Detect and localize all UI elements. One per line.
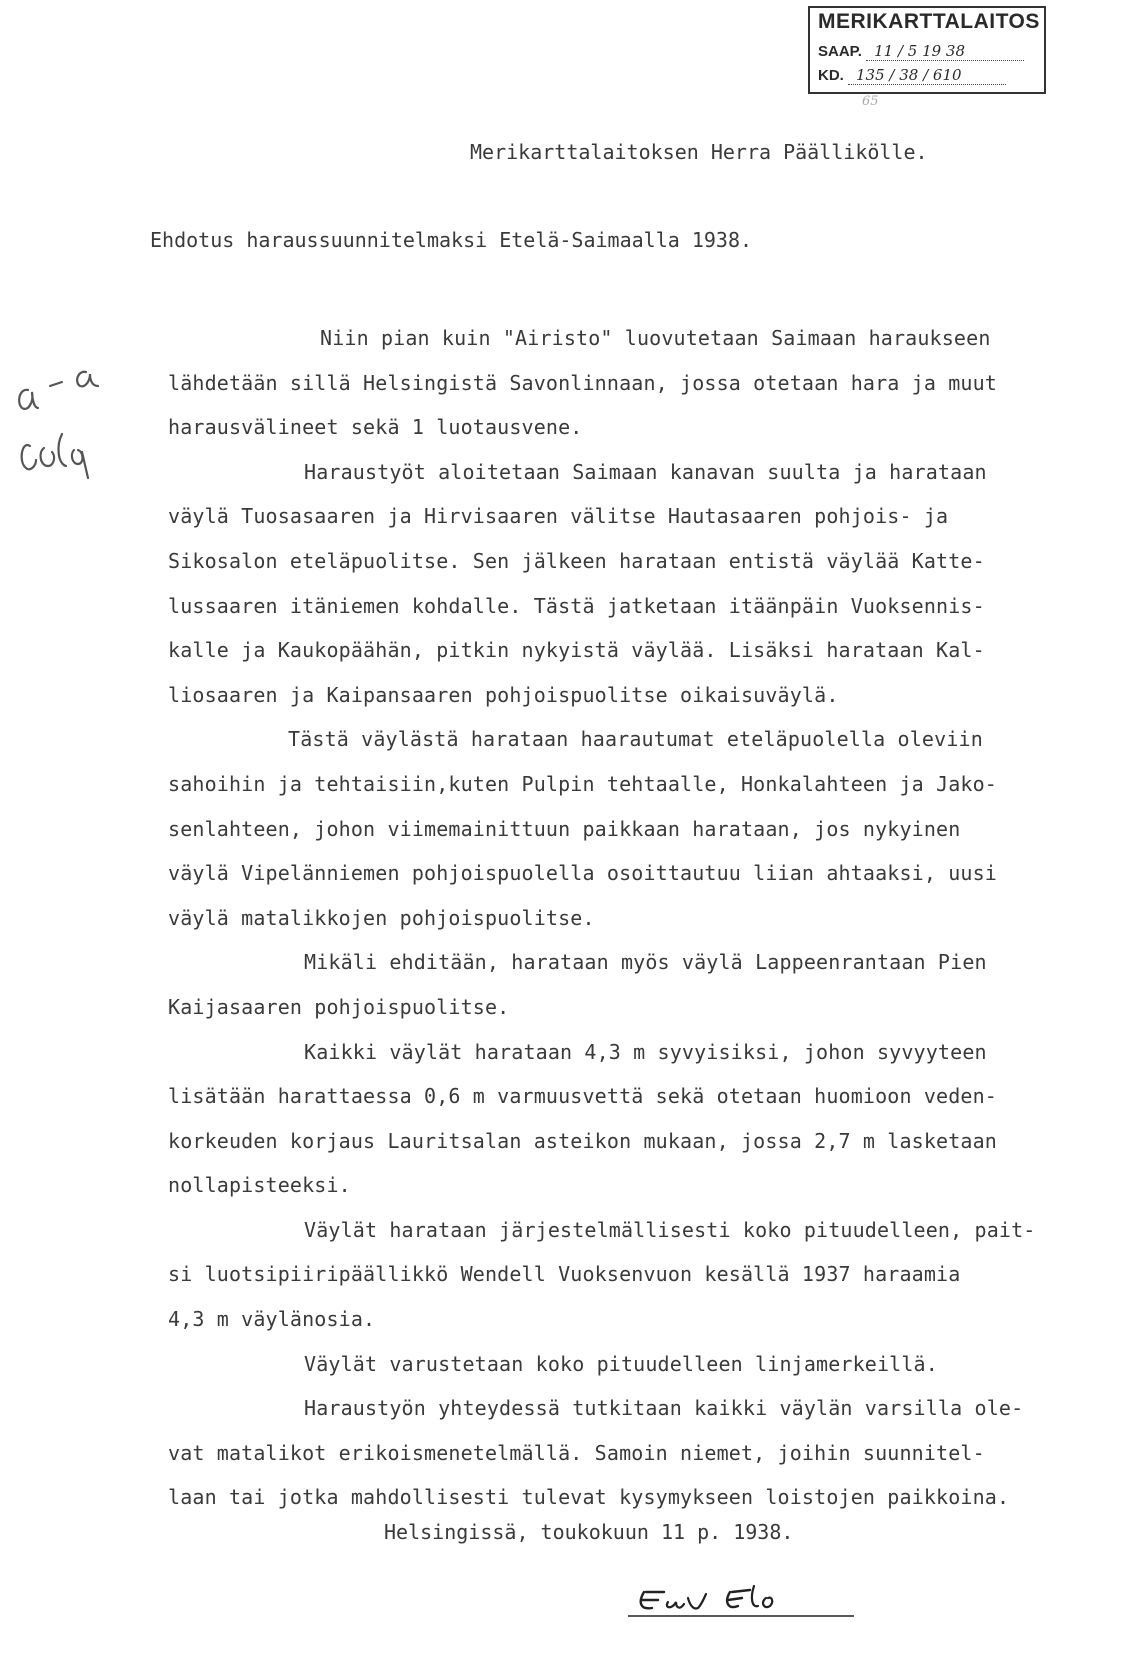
body-line: Tästä väylästä harataan haarautumat eteläpuolella oleviin xyxy=(288,727,983,752)
body-line: korkeuden korjaus Lauritsalan asteikon mukaan, jossa 2,7 m lasketaan xyxy=(168,1128,997,1153)
letter-addressee: Merikarttalaitoksen Herra Päällikölle. xyxy=(470,140,928,164)
stamp-kd-value: 135 / 38 / 610 xyxy=(848,66,1006,85)
received-stamp xyxy=(808,6,1046,94)
letter-closing: Helsingissä, toukokuun 11 p. 1938. xyxy=(384,1520,794,1544)
body-line: lussaaren itäniemen kohdalle. Tästä jatketaan itäänpäin Vuoksennis- xyxy=(168,593,985,618)
stamp-mark: 65 xyxy=(862,94,879,109)
letter-subject: Ehdotus haraussuunnitelmaksi Etelä-Saimaalla 1938. xyxy=(150,228,753,252)
stamp-kd-label: KD. xyxy=(818,67,844,84)
body-line: vat matalikot erikoismenetelmällä. Samoin niemet, joihin suunnitel- xyxy=(168,1440,985,1465)
body-line: kalle ja Kaukopäähän, pitkin nykyistä väylää. Lisäksi harataan Kal- xyxy=(168,638,985,663)
body-line: väylä matalikkojen pohjoispuolitse. xyxy=(168,905,595,930)
body-line: Väylät harataan järjestelmällisesti koko pituudelleen, pait- xyxy=(304,1217,1036,1242)
body-line: liosaaren ja Kaipansaaren pohjoispuolitse oikaisuväylä. xyxy=(168,682,839,707)
body-line: harausvälineet sekä 1 luotausvene. xyxy=(168,415,583,440)
body-line: Haraustyön yhteydessä tutkitaan kaikki väylän varsilla ole- xyxy=(304,1396,1024,1421)
stamp-saap-label: SAAP. xyxy=(818,43,862,60)
stamp-saap-value: 11 / 5 19 38 xyxy=(866,42,1024,61)
body-line: väylä Tuosasaaren ja Hirvisaaren välitse Hautasaaren pohjois- ja xyxy=(168,504,949,529)
stamp-kd-row xyxy=(818,66,1006,85)
body-line: nollapisteeksi. xyxy=(168,1173,351,1198)
handwritten-signature xyxy=(628,1572,868,1622)
body-line: Kaijasaaren pohjoispuolitse. xyxy=(168,994,510,1019)
body-line: Mikäli ehditään, harataan myös väylä Lappeenrantaan Pien xyxy=(304,950,987,975)
stamp-saap-row xyxy=(818,42,1024,61)
body-line: Väylät varustetaan koko pituudelleen linjamerkeillä. xyxy=(304,1351,938,1376)
body-line: Niin pian kuin "Airisto" luovutetaan Saimaan haraukseen xyxy=(320,326,991,350)
body-line: sahoihin ja tehtaisiin,kuten Pulpin tehtaalle, Honkalahteen ja Jako- xyxy=(168,771,997,796)
letter-body xyxy=(168,316,1088,1520)
body-line: lisätään harattaessa 0,6 m varmuusvettä sekä otetaan huomioon veden- xyxy=(168,1084,997,1109)
body-line: senlahteen, johon viimemainittuun paikkaan harataan, jos nykyinen xyxy=(168,816,961,841)
body-line: laan tai jotka mahdollisesti tulevat kysymykseen loistojen paikkoina. xyxy=(168,1485,1010,1510)
body-line: si luotsipiiripäällikkö Wendell Vuoksenvuon kesällä 1937 haraamia xyxy=(168,1262,961,1287)
handwritten-margin-note xyxy=(6,368,116,488)
body-line: Sikosalon eteläpuolitse. Sen jälkeen harataan entistä väylää Katte- xyxy=(168,548,985,573)
body-line: lähdetään sillä Helsingistä Savonlinnaan, jossa otetaan hara ja muut xyxy=(168,370,997,395)
body-line: 4,3 m väylänosia. xyxy=(168,1307,376,1332)
stamp-title: MERIKARTTALAITOS xyxy=(818,10,1040,33)
body-line: väylä Vipelänniemen pohjoispuolella osoittautuu liian ahtaaksi, uusi xyxy=(168,861,997,886)
body-line: Haraustyöt aloitetaan Saimaan kanavan suulta ja harataan xyxy=(304,459,987,484)
body-line: Kaikki väylät harataan 4,3 m syvyisiksi, johon syvyyteen xyxy=(304,1039,987,1064)
